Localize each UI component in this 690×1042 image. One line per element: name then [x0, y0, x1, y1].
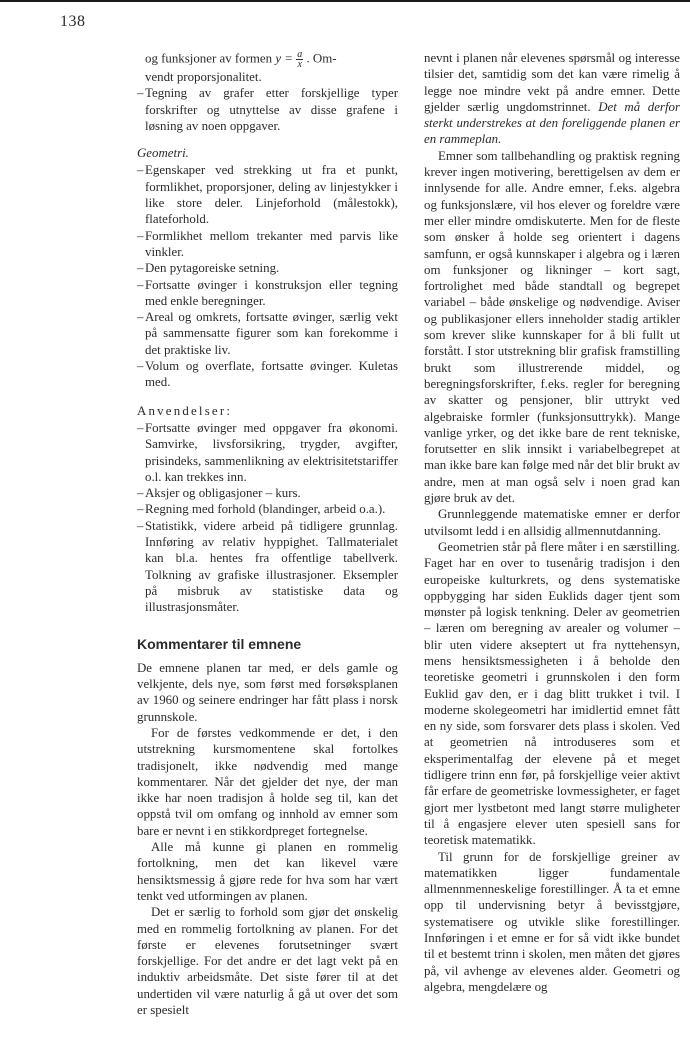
formula-y: y =: [275, 51, 293, 66]
geometri-list: [137, 162, 398, 390]
paragraph: Det er særlig to forhold som gjør det ønskelig med en rommelig fortolkning av planen. For det første er elevenes forutsetninger svært forskjellige. For det andre er det lagt vekt på en induktiv arbeidsmåte. Det siste fører til at det undertiden vil være naturlig å gå ut over det som er spesielt: [137, 905, 398, 1018]
paragraph-continued: [424, 50, 680, 148]
paragraph: Grunnleggende matematiske emner er derfor utvilsomt ledd i en allsidig allmennutdanning.: [424, 507, 680, 538]
list-item: – Den pytagoreiske setning.: [137, 260, 398, 276]
intro-text: og funksjoner av formen: [145, 51, 273, 66]
intro-list: [137, 50, 398, 134]
formula-numerator: a: [297, 49, 303, 60]
formula-after: . Om-: [306, 51, 337, 66]
list-item: – Regning med forhold (blandinger, arbeid o.a.).: [137, 501, 398, 517]
intro-text-2: vendt proporsjonalitet.: [145, 70, 262, 84]
paragraph: De emnene planen tar med, er dels gamle og velkjente, dels nye, som først med forsøksplanen av 1960 og seinere endringer har fått plass i norsk grunnskole.: [137, 660, 398, 724]
list-item: – Areal og omkrets, fortsatte øvinger, særlig vekt på sammensatte figurer som kan forekomme i det praktiske liv.: [137, 309, 398, 358]
anvendelser-label: Anvendelser:: [137, 403, 233, 418]
geometri-label: Geometri.: [137, 146, 189, 161]
list-item: – Volum og overflate, fortsatte øvinger. Kuletas med.: [137, 358, 398, 391]
list-item: – Fortsatte øvinger i konstruksjon eller tegning med enkle beregninger.: [137, 277, 398, 310]
paragraph-italic-emphasis: Det må derfor sterkt understrekes at den foreliggende planen er en rammeplan.: [424, 99, 680, 147]
section-heading: Kommentarer til emnene: [137, 635, 302, 652]
list-item: – Egenskaper ved strekking ut fra et punkt, formlikhet, proporsjoner, deling av linjestykker i like store deler. Linjeforhold (målestokk), flateforhold.: [137, 162, 398, 227]
list-item: – Aksjer og obligasjoner – kurs.: [137, 485, 398, 501]
paragraph-text: nevnt i planen når elevenes spørsmål og interesse tilsier det, samtidig som det kan være rimelig å legge noe mindre vekt på andre emner. Dette gjelder særlig ungdomstrinnet.: [424, 51, 680, 114]
page-top-rule: [0, 0, 690, 2]
list-item: – Fortsatte øvinger med oppgaver fra økonomi. Samvirke, livsforsikring, trygder, avgifter, prisindeks, sammenlikning av elektrisitetstariffer o.l. kan trekkes inn.: [137, 420, 398, 485]
paragraph: Geometrien står på flere måter i en særstilling. Faget har en over to tusenårig tradisjon i den europeiske kulturkrets, og dens systematiske oppbygging har siden Euklids dager tjent som mønster på logisk tenkning. Deler av geometrien – læren om beregning av arealer og volumer – blir uten videre akseptert ut fra nyttehensyn, mens hensiktsmessigheten i å beholde den teoretiske geometri i grunnskolen i den form Euklid gav den, er i dag blitt trukket i tvil. I moderne skolegeometri har imidlertid emnet fått en ny side, som forsvarer dets plass i skolen. Ved at geometrien nå introduseres som et eksperimentalfag der elevene på et meget tidligere trinn enn før, på forskjellige veier aktivt får erfare de geometriske lovmessigheter, er faget gjort mer lystbetont med langt større muligheter til å engasjere elever uten spesiell sans for teoretisk matematikk.: [424, 539, 680, 848]
paragraph: Emner som tallbehandling og praktisk regning krever ingen motivering, berettigelsen av dem er innlysende for alle. Andre emner, f.eks. algebra og funksjonslære, vil hos elever og foreldre være mer eller mindre omdiskuterte. Men for de fleste som ønsker å holde seg orientert i dagens samfunn, er også kunnskaper i algebra og i læren om funksjoner og likninger – kort sagt, fortrolighet med både standtall og begrepet variabel – både ønskelige og nødvendige. Aviser og publikasjoner ellers inneholder stadig artikler som krever slike kunnskaper for å bli fullt ut forstått. I stor utstrekning blir grafisk framstilling brukt som illustrerende middel, og beregningsforskrifter, f.eks. regler for beregning av skatter og pensjoner, blir uttrykt ved algebraiske formler (funksjonsuttrykk). Mange vanlige yrker, og det ikke bare de rent tekniske, forutsetter en slik innsikt i variabelbegrepet at man ikke bare kan følge med når det blir brukt av andre, men at man også selv i noen grad kan gjøre bruk av det.: [424, 148, 680, 506]
paragraph: For de førstes vedkommende er det, i den utstrekning kursmomentene skal fortolkes tradisjonelt, ikke nødvendig med mange kommentarer. Når det gjelder det nye, der man ikke har noen tradisjon å holde seg til, kan det oppstå tvil om omfang og innhold av emner som bare er nevnt i en stikkordpreget fortegnelse.: [137, 725, 398, 838]
left-column: [137, 50, 398, 1018]
list-item: – Tegning av grafer etter forskjellige typer forskrifter og utnyttelse av disse grafene i løsning av noen oppgaver.: [137, 85, 398, 134]
formula-fraction: [296, 50, 303, 69]
formula-denominator: x: [297, 59, 302, 70]
paragraph: Til grunn for de forskjellige greiner av matematikken ligger fundamentale allmennmenneskelige forestillinger. Å ta et emne opp til undervisning betyr å bevisstgjøre, systematisere og utvikle slike forestillinger. Innføringen i et emne er for så vidt ikke bundet til et bestemt trinn i skolen, men måten det gjøres på, vil avhenge av elevenes alder. Geometri og algebra, mengdelære og: [424, 849, 680, 994]
paragraph: Alle må kunne gi planen en rommelig fortolkning, men det kan likevel være hensiktsmessig å gjøre rede for hva som har vært tenkt ved utformingen av planen.: [137, 840, 398, 903]
list-item: – Statistikk, videre arbeid på tidligere grunnlag. Innføring av relativ hyppighet. Tallmaterialet kan bl.a. hentes fra offentlige tabellverk. Tolkning av grafiske illustrasjoner. Eksempler på misbruk av statistiske data og illustrasjonsmåter.: [137, 518, 398, 616]
page-number: 138: [60, 13, 86, 30]
intro-formula-line: [137, 50, 398, 85]
list-item: – Formlikhet mellom trekanter med parvis like vinkler.: [137, 228, 398, 261]
right-column: [424, 50, 680, 995]
anvendelser-list: [137, 420, 398, 616]
